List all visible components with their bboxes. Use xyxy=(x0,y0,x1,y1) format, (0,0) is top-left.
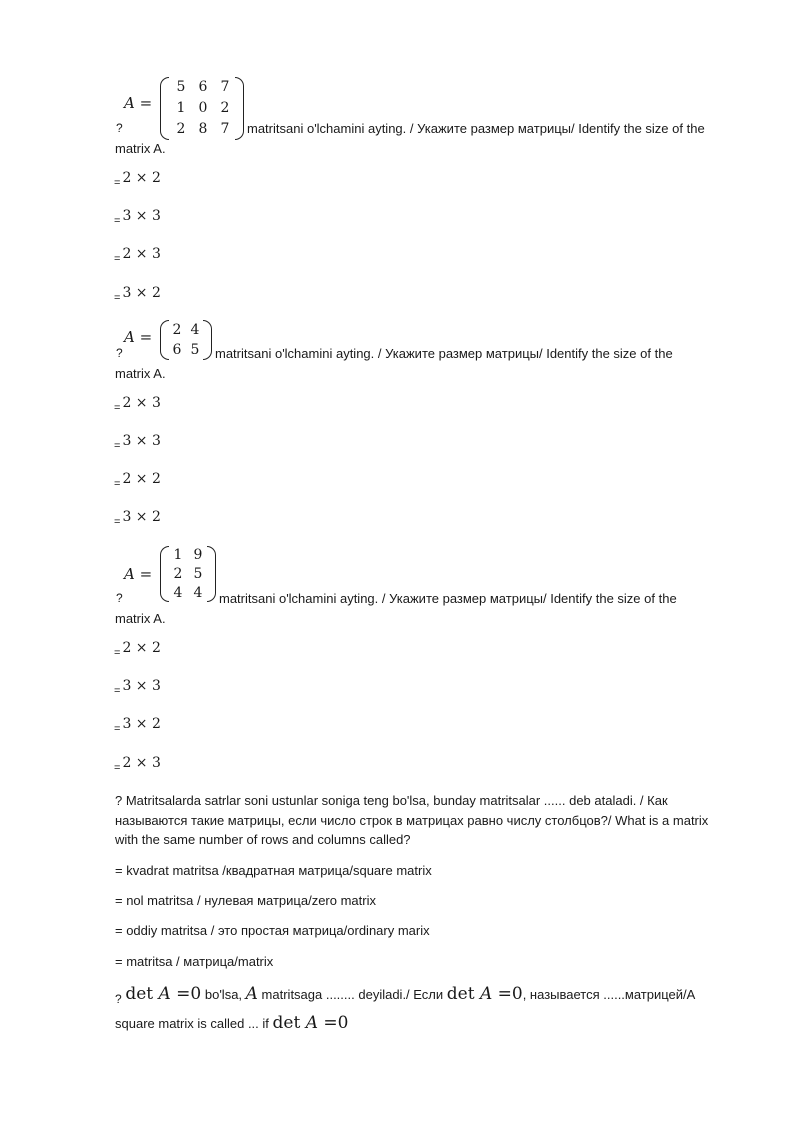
question-line xyxy=(115,1013,348,1033)
answer-option[interactable]: $_=$ 3 × 3 xyxy=(114,433,161,452)
det-expression: det A =0 xyxy=(125,984,202,1004)
matrix-a xyxy=(160,320,212,360)
answer-option[interactable]: $_=$ 3 × 2 xyxy=(114,716,161,735)
question-text: , называется ......матрицей/A xyxy=(522,987,696,1002)
question-text: ? Matritsalarda satrlar soni ustunlar soniga teng bo'lsa, bunday matritsalar ...... deb ataladi. / Как xyxy=(115,793,668,808)
option-text: 2 × 2 xyxy=(122,471,161,487)
answer-option[interactable]: = matritsa / матрица/matrix xyxy=(115,954,274,969)
matrix-label: A = xyxy=(124,94,153,112)
matrix-cell: 5 xyxy=(193,566,203,582)
matrix-label: A = xyxy=(124,328,153,346)
matrix-cell: 8 xyxy=(198,121,208,137)
answer-option[interactable]: $_=$ 2 × 2 xyxy=(114,471,161,490)
option-text: 2 × 2 xyxy=(122,170,161,186)
question-text: with the same number of rows and columns called? xyxy=(115,832,411,847)
option-text: 2 × 2 xyxy=(122,640,161,656)
matrix-cell: 2 xyxy=(220,100,230,116)
answer-option[interactable]: = oddiy matritsa / это простая матрица/ordinary marix xyxy=(115,923,430,938)
question-text: называются такие матрицы, если число строк в матрицах равно числу столбцов?/ What is a matrix xyxy=(115,813,709,828)
matrix-cell: 7 xyxy=(220,79,230,95)
question-text: matritsani o'lchamini ayting. / Укажите размер матрицы/ Identify the size of the xyxy=(215,346,673,361)
option-text: 2 × 3 xyxy=(122,395,161,411)
answer-option[interactable]: $_=$ 3 × 3 xyxy=(114,208,161,227)
question-text-cont: matrix A. xyxy=(115,141,166,156)
option-text: 3 × 2 xyxy=(122,509,161,525)
matrix-cell: 1 xyxy=(173,547,183,563)
answer-option[interactable]: = nol matritsa / нулевая матрица/zero matrix xyxy=(115,893,376,908)
question-text-cont: matrix A. xyxy=(115,611,166,626)
matrix-cell: 7 xyxy=(220,121,230,137)
matrix-cell: 6 xyxy=(198,79,208,95)
question-text: matritsani o'lchamini ayting. / Укажите размер матрицы/ Identify the size of the xyxy=(247,121,705,136)
answer-option[interactable]: = kvadrat matritsa /квадратная матрица/square matrix xyxy=(115,863,432,878)
matrix-label: A = xyxy=(124,565,153,583)
matrix-cell: 5 xyxy=(176,79,186,95)
matrix-cell: 2 xyxy=(173,566,183,582)
answer-option[interactable]: $_=$ 2 × 2 xyxy=(114,640,161,659)
question-text-cont: matrix A. xyxy=(115,366,166,381)
option-text: 2 × 3 xyxy=(122,246,161,262)
option-text: 2 × 3 xyxy=(122,755,161,771)
matrix-a xyxy=(160,77,244,140)
matrix-cell: 9 xyxy=(193,547,203,563)
matrix-cell: 4 xyxy=(190,322,200,338)
answer-option[interactable]: $_=$ 2 × 2 xyxy=(114,170,161,189)
option-text: 3 × 2 xyxy=(122,716,161,732)
matrix-cell: 4 xyxy=(193,585,203,601)
answer-option[interactable]: $_=$ 2 × 3 xyxy=(114,395,161,414)
matrix-cell: 1 xyxy=(176,100,186,116)
matrix-cell: 4 xyxy=(173,585,183,601)
answer-option[interactable]: $_=$ 3 × 3 xyxy=(114,678,161,697)
option-text: 3 × 2 xyxy=(122,285,161,301)
det-expression: det A =0 xyxy=(446,984,523,1004)
question-mark: ? xyxy=(116,591,123,605)
answer-option[interactable]: $_=$ 3 × 2 xyxy=(114,285,161,304)
option-text: 3 × 3 xyxy=(122,208,161,224)
question-mark: ? xyxy=(116,346,123,360)
matrix-cell: 2 xyxy=(176,121,186,137)
question-text: matritsani o'lchamini ayting. / Укажите размер матрицы/ Identify the size of the xyxy=(219,591,677,606)
question-text: square matrix is called ... if xyxy=(115,1016,273,1031)
question-line xyxy=(115,984,695,1006)
det-expression: det A =0 xyxy=(272,1013,349,1033)
option-text: 3 × 3 xyxy=(122,678,161,694)
option-text: 3 × 3 xyxy=(122,433,161,449)
answer-option[interactable]: $_=$ 2 × 3 xyxy=(114,755,161,774)
question-text: matritsaga ........ deyiladi./ Если xyxy=(257,987,447,1002)
matrix-a xyxy=(160,546,216,602)
question-mark: ? xyxy=(115,992,122,1006)
answer-option[interactable]: $_=$ 2 × 3 xyxy=(114,246,161,265)
matrix-cell: 2 xyxy=(172,322,182,338)
question-text: bo'lsa, xyxy=(201,987,246,1002)
matrix-symbol: A xyxy=(245,984,258,1004)
matrix-cell: 5 xyxy=(190,342,200,358)
answer-option[interactable]: $_=$ 3 × 2 xyxy=(114,509,161,528)
question-mark: ? xyxy=(116,121,123,135)
matrix-cell: 6 xyxy=(172,342,182,358)
matrix-cell: 0 xyxy=(198,100,208,116)
